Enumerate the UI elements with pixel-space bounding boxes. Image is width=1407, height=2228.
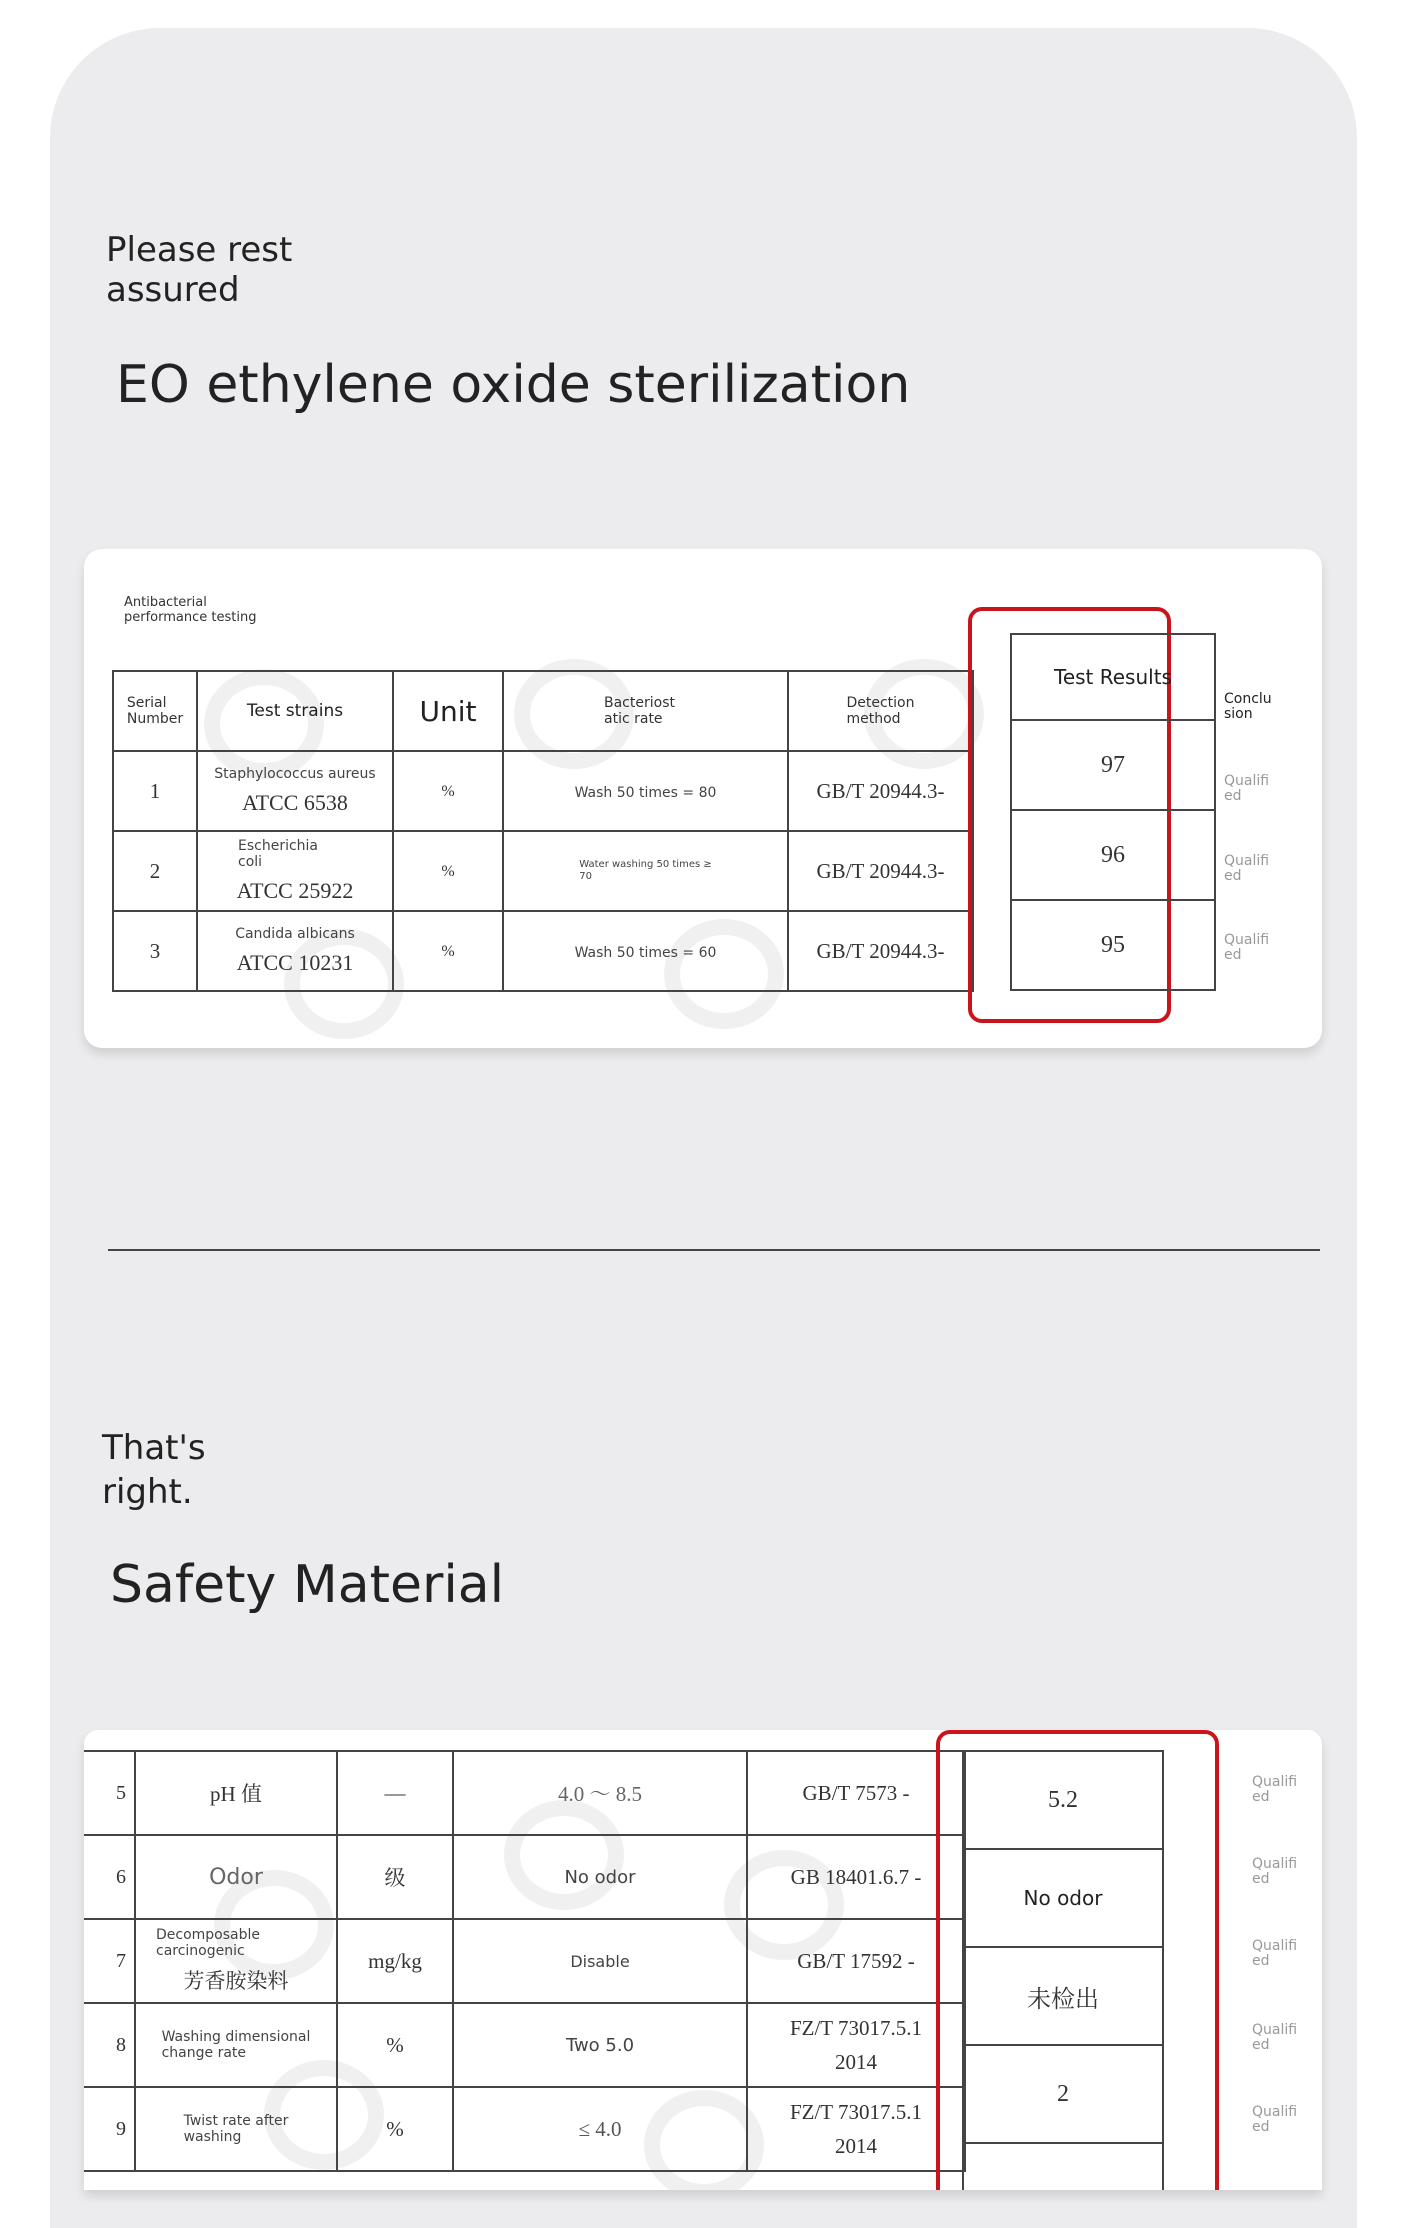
row-rate: Wash 50 times = 80 xyxy=(574,784,717,801)
antibacterial-report-image xyxy=(84,549,1322,1048)
row-rate: Wash 50 times = 60 xyxy=(574,944,717,961)
row-unit: — xyxy=(384,1780,406,1805)
row-standard: No odor xyxy=(564,1866,636,1888)
test-results-column xyxy=(1010,633,1216,991)
row-number: 6 xyxy=(84,1835,135,1919)
row-number: 5 xyxy=(84,1751,135,1835)
row-method: GB/T 20944.3- xyxy=(816,778,945,803)
row-unit: % xyxy=(441,783,455,800)
row-number: 8 xyxy=(84,2003,135,2087)
table-header-row xyxy=(113,671,973,751)
row-number: 7 xyxy=(84,1919,135,2003)
table-row xyxy=(84,2003,965,2087)
row-method: GB/T 17592 - xyxy=(797,1948,915,1973)
result-value: 未检出 xyxy=(1027,1986,1099,2013)
strain-code: ATCC 25922 xyxy=(236,878,354,903)
row-method: GB/T 20944.3- xyxy=(816,858,945,883)
row-standard: Two 5.0 xyxy=(565,2034,635,2056)
safety-table xyxy=(84,1750,966,2172)
result-value: No odor xyxy=(1023,1886,1103,1910)
row-number: 2 xyxy=(149,858,161,883)
section1-kicker: Please rest assured xyxy=(106,230,293,310)
strain-code: ATCC 6538 xyxy=(242,790,348,815)
table-row xyxy=(84,1835,965,1919)
row-number: 9 xyxy=(84,2087,135,2171)
row-item-cn: 芳香胺染料 xyxy=(183,1969,289,1993)
conclusion-value: Qualifi ed xyxy=(1246,1772,1303,1808)
strain-code: ATCC 10231 xyxy=(236,950,354,975)
conclusion-value: Qualifi ed xyxy=(1246,1854,1303,1890)
table-row xyxy=(84,1919,965,2003)
header-strains: Test strains xyxy=(246,701,344,721)
row-method: GB/T 7573 - xyxy=(802,1780,910,1805)
safety-material-report-image xyxy=(84,1730,1322,2190)
antibacterial-table xyxy=(112,670,974,992)
section2-headline: Safety Material xyxy=(110,1555,505,1615)
conclusion-value: Qualifi ed xyxy=(1218,851,1275,887)
row-rate: Water washing 50 times ≥ 70 xyxy=(579,859,712,882)
row-unit: % xyxy=(441,943,455,960)
row-unit: 级 xyxy=(384,1866,406,1890)
section-divider xyxy=(108,1249,1320,1251)
test-results-column xyxy=(962,1750,1164,2190)
strain-name: Candida albicans xyxy=(235,926,355,942)
row-item: Washing dimensional change rate xyxy=(161,2029,311,2061)
header-unit: Unit xyxy=(419,694,477,728)
row-method: GB 18401.6.7 - xyxy=(790,1864,922,1889)
conclusion-value: Qualifi ed xyxy=(1218,771,1275,807)
row-method: GB/T 20944.3- xyxy=(816,938,945,963)
result-value: 2 xyxy=(1057,2080,1069,2107)
table-row xyxy=(113,831,973,911)
result-value: 96 xyxy=(1101,841,1125,868)
table-row xyxy=(113,751,973,831)
row-number: 3 xyxy=(149,938,161,963)
header-rate: Bacteriost atic rate xyxy=(604,695,675,727)
row-standard: ≤ 4.0 xyxy=(578,2116,622,2141)
conclusion-value: Qualifi ed xyxy=(1246,1936,1303,1972)
conclusion-value: Qualifi ed xyxy=(1218,930,1275,966)
header-method: Detection method xyxy=(846,695,915,727)
table-row xyxy=(84,1751,965,1835)
result-value: 95 xyxy=(1101,931,1125,958)
row-method: FZ/T 73017.5.1 2014 xyxy=(789,2100,923,2158)
row-method: FZ/T 73017.5.1 2014 xyxy=(789,2016,923,2074)
row-unit: mg/kg xyxy=(368,1948,422,1973)
strain-name: Escherichia coli xyxy=(238,838,319,870)
table-row xyxy=(84,2087,965,2171)
row-item: Twist rate after washing xyxy=(183,2113,289,2145)
conclusion-value: Qualifi ed xyxy=(1246,2102,1303,2138)
row-unit: % xyxy=(386,2032,404,2057)
header-results: Test Results xyxy=(1054,665,1172,689)
section2-kicker: That's right. xyxy=(102,1428,206,1512)
row-item: Decomposable carcinogenic xyxy=(156,1927,261,1959)
header-serial: Serial Number xyxy=(126,695,184,727)
row-standard: 4.0 ～ 8.5 xyxy=(558,1782,642,1806)
row-item: Odor xyxy=(209,1864,263,1890)
conclusion-value: Qualifi ed xyxy=(1246,2020,1303,2056)
row-unit: % xyxy=(386,2116,404,2141)
row-number: 1 xyxy=(149,778,161,803)
table1-title: Antibacterial performance testing xyxy=(124,595,257,625)
row-item: pH 值 xyxy=(210,1782,262,1806)
result-value: 97 xyxy=(1101,751,1125,778)
result-value: 5.2 xyxy=(1048,1786,1078,1813)
header-conclusion: Conclu sion xyxy=(1218,689,1278,725)
strain-name: Staphylococcus aureus xyxy=(214,766,376,782)
row-standard: Disable xyxy=(570,1951,630,1971)
row-unit: % xyxy=(441,863,455,880)
section1-headline: EO ethylene oxide sterilization xyxy=(116,355,911,415)
table-row xyxy=(113,911,973,991)
